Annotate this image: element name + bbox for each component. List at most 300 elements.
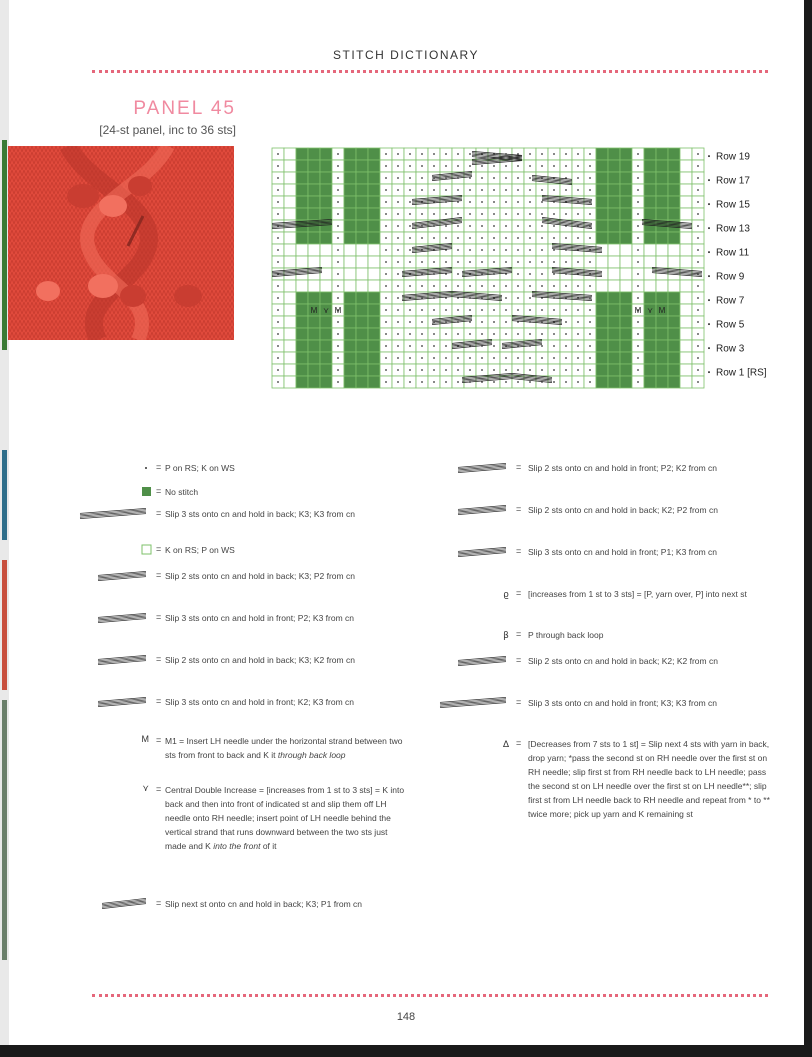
no-stitch-cell bbox=[656, 364, 668, 376]
purl-dot bbox=[445, 357, 447, 359]
chart-cell bbox=[320, 280, 332, 292]
no-stitch-cell bbox=[308, 184, 320, 196]
chart-cell bbox=[284, 340, 296, 352]
purl-dot bbox=[337, 165, 339, 167]
chart-cell bbox=[284, 172, 296, 184]
purl-dot bbox=[505, 225, 507, 227]
cable-3-1p-back-icon bbox=[72, 897, 152, 916]
no-stitch-cell bbox=[656, 340, 668, 352]
legend-description: P on RS; K on WS bbox=[165, 463, 235, 473]
page-header: STITCH DICTIONARY bbox=[333, 48, 479, 62]
chart-cell bbox=[284, 160, 296, 172]
equals-sign: = bbox=[156, 570, 162, 580]
purl-dot bbox=[469, 153, 471, 155]
svg-text:∆: ∆ bbox=[502, 740, 510, 750]
purl-dot bbox=[577, 189, 579, 191]
purl-dot bbox=[517, 237, 519, 239]
purl-dot bbox=[445, 213, 447, 215]
no-stitch-cell bbox=[620, 340, 632, 352]
chart-cell bbox=[644, 268, 656, 280]
no-stitch-cell bbox=[296, 364, 308, 376]
no-stitch-cell bbox=[620, 328, 632, 340]
purl-dot bbox=[577, 177, 579, 179]
purl-dot bbox=[397, 369, 399, 371]
purl-dot bbox=[565, 381, 567, 383]
equals-sign: = bbox=[156, 486, 162, 496]
purl-dot bbox=[409, 357, 411, 359]
legend-description: Slip 2 sts onto cn and hold in back; K3; K2 from cn bbox=[165, 655, 355, 665]
purl-dot bbox=[529, 201, 531, 203]
purl-dot bbox=[433, 381, 435, 383]
chart-cell bbox=[644, 280, 656, 292]
purl-dot bbox=[385, 213, 387, 215]
no-stitch-cell bbox=[620, 364, 632, 376]
no-stitch-cell bbox=[608, 160, 620, 172]
no-stitch-cell bbox=[644, 316, 656, 328]
chart-cell bbox=[368, 280, 380, 292]
no-stitch-cell bbox=[356, 328, 368, 340]
purl-dot bbox=[505, 213, 507, 215]
purl-dot bbox=[565, 237, 567, 239]
no-stitch-cell bbox=[356, 316, 368, 328]
chart-cell bbox=[284, 184, 296, 196]
chart-cell bbox=[656, 256, 668, 268]
purl-dot bbox=[433, 153, 435, 155]
purl-dot bbox=[553, 261, 555, 263]
no-stitch-cell bbox=[620, 220, 632, 232]
purl-dot bbox=[505, 333, 507, 335]
purl-dot bbox=[589, 369, 591, 371]
no-stitch-cell bbox=[656, 352, 668, 364]
purl-dot bbox=[469, 321, 471, 323]
cable-2-2-back-icon bbox=[432, 654, 512, 673]
cable-1p-3-front-icon bbox=[432, 545, 512, 564]
cable-2-2p-back-icon bbox=[432, 503, 512, 522]
purl-dot-icon bbox=[72, 461, 152, 480]
chart-cell bbox=[296, 280, 308, 292]
no-stitch-cell bbox=[608, 220, 620, 232]
purl-dot bbox=[433, 261, 435, 263]
purl-dot bbox=[457, 381, 459, 383]
chart-cell bbox=[680, 328, 692, 340]
no-stitch-cell bbox=[320, 292, 332, 304]
purl-dot bbox=[697, 333, 699, 335]
purl-dot bbox=[421, 345, 423, 347]
no-stitch-cell bbox=[368, 184, 380, 196]
purl-dot bbox=[337, 369, 339, 371]
purl-dot bbox=[493, 249, 495, 251]
no-stitch-cell bbox=[644, 172, 656, 184]
no-stitch-cell bbox=[608, 340, 620, 352]
legend-description: K on RS; P on WS bbox=[165, 545, 235, 555]
purl-dot bbox=[337, 345, 339, 347]
chart-cell bbox=[308, 244, 320, 256]
equals-sign: = bbox=[156, 696, 162, 706]
purl-dot bbox=[385, 333, 387, 335]
purl-dot bbox=[457, 249, 459, 251]
purl-dot bbox=[277, 153, 279, 155]
purl-dot bbox=[565, 309, 567, 311]
purl-dot bbox=[433, 333, 435, 335]
purl-dot bbox=[277, 285, 279, 287]
purl-dot bbox=[385, 189, 387, 191]
purl-dot bbox=[481, 285, 483, 287]
purl-dot bbox=[457, 213, 459, 215]
chart-cell bbox=[344, 268, 356, 280]
purl-dot bbox=[577, 357, 579, 359]
no-stitch-cell bbox=[296, 316, 308, 328]
purl-dot bbox=[529, 369, 531, 371]
no-stitch-cell bbox=[320, 316, 332, 328]
no-stitch-cell bbox=[608, 316, 620, 328]
chart-cell bbox=[368, 256, 380, 268]
no-stitch-cell bbox=[644, 352, 656, 364]
legend-description: Slip 3 sts onto cn and hold in front; P2; K3 from cn bbox=[165, 613, 354, 623]
no-stitch-cell bbox=[668, 292, 680, 304]
purl-dot bbox=[553, 381, 555, 383]
no-stitch-cell bbox=[620, 160, 632, 172]
purl-dot bbox=[541, 309, 543, 311]
purl-dot bbox=[277, 321, 279, 323]
chart-cell bbox=[656, 244, 668, 256]
purl-dot bbox=[481, 225, 483, 227]
no-stitch-cell bbox=[356, 220, 368, 232]
purl-dot bbox=[277, 369, 279, 371]
no-stitch-cell bbox=[344, 160, 356, 172]
purl-dot bbox=[493, 345, 495, 347]
purl-dot bbox=[577, 237, 579, 239]
chart-cell bbox=[680, 376, 692, 388]
no-stitch-cell bbox=[596, 196, 608, 208]
purl-dot bbox=[565, 285, 567, 287]
stitch-chart bbox=[268, 146, 768, 390]
no-stitch-cell bbox=[608, 376, 620, 388]
chart-cell bbox=[680, 160, 692, 172]
no-stitch-cell bbox=[596, 160, 608, 172]
purl-dot bbox=[277, 165, 279, 167]
chart-cell bbox=[620, 244, 632, 256]
no-stitch-cell bbox=[644, 184, 656, 196]
purl-dot bbox=[577, 309, 579, 311]
purl-dot bbox=[397, 225, 399, 227]
purl-dot bbox=[397, 333, 399, 335]
no-stitch-cell bbox=[296, 172, 308, 184]
chart-cell bbox=[284, 208, 296, 220]
purl-dot bbox=[433, 369, 435, 371]
purl-dot bbox=[433, 285, 435, 287]
purl-dot bbox=[481, 237, 483, 239]
no-stitch-cell bbox=[596, 232, 608, 244]
purl-dot bbox=[337, 285, 339, 287]
chart-cell bbox=[356, 244, 368, 256]
no-stitch-cell bbox=[644, 208, 656, 220]
purl-dot bbox=[493, 333, 495, 335]
purl-dot bbox=[493, 237, 495, 239]
chart-cell bbox=[284, 364, 296, 376]
purl-dot bbox=[409, 381, 411, 383]
purl-dot bbox=[385, 261, 387, 263]
no-stitch-cell bbox=[656, 148, 668, 160]
row-label: Row 7 bbox=[716, 295, 745, 307]
m1-letter: M bbox=[141, 734, 149, 744]
purl-dot bbox=[697, 309, 699, 311]
purl-dot bbox=[637, 249, 639, 251]
no-stitch-cell bbox=[344, 316, 356, 328]
purl-dot bbox=[421, 309, 423, 311]
purl-dot bbox=[337, 381, 339, 383]
purl-dot bbox=[541, 261, 543, 263]
purl-dot bbox=[637, 177, 639, 179]
purl-dot bbox=[421, 237, 423, 239]
purl-dot bbox=[277, 309, 279, 311]
purl-dot bbox=[385, 345, 387, 347]
purl-dot bbox=[457, 273, 459, 275]
purl-dot bbox=[445, 225, 447, 227]
purl-dot bbox=[541, 345, 543, 347]
purl-dot bbox=[541, 201, 543, 203]
no-stitch-cell bbox=[596, 376, 608, 388]
purl-dot bbox=[697, 345, 699, 347]
purl-dot bbox=[529, 237, 531, 239]
purl-dot bbox=[385, 369, 387, 371]
chart-cell bbox=[644, 244, 656, 256]
cable-3-3-front-icon bbox=[432, 696, 512, 715]
row-label: Row 3 bbox=[716, 343, 745, 355]
purl-dot bbox=[505, 321, 507, 323]
equals-sign: = bbox=[156, 544, 162, 554]
purl-dot bbox=[637, 321, 639, 323]
no-stitch-cell bbox=[668, 328, 680, 340]
no-stitch-cell bbox=[344, 184, 356, 196]
no-stitch-cell bbox=[296, 160, 308, 172]
chart-cell bbox=[620, 256, 632, 268]
purl-dot bbox=[517, 201, 519, 203]
no-stitch-cell bbox=[296, 328, 308, 340]
no-stitch-cell bbox=[308, 352, 320, 364]
chart-cell bbox=[284, 328, 296, 340]
legend-description: No stitch bbox=[165, 487, 199, 497]
purl-dot bbox=[565, 357, 567, 359]
purl-dot bbox=[445, 261, 447, 263]
no-stitch-cell bbox=[308, 376, 320, 388]
purl-dot bbox=[529, 381, 531, 383]
chart-cell bbox=[284, 376, 296, 388]
chart-cell bbox=[680, 232, 692, 244]
purl-dot bbox=[553, 309, 555, 311]
purl-dot bbox=[505, 297, 507, 299]
legend-description: [increases from 1 st to 3 sts] = [P, yarn over, P] into next st bbox=[528, 589, 747, 599]
no-stitch-cell bbox=[356, 148, 368, 160]
purl-dot bbox=[493, 357, 495, 359]
purl-dot bbox=[481, 165, 483, 167]
no-stitch-cell bbox=[344, 304, 356, 316]
no-stitch-cell bbox=[668, 160, 680, 172]
purl-dot bbox=[529, 189, 531, 191]
purl-dot bbox=[481, 189, 483, 191]
purl-dot bbox=[433, 189, 435, 191]
equals-sign: = bbox=[516, 588, 522, 598]
purl-dot bbox=[541, 285, 543, 287]
no-stitch-cell bbox=[596, 352, 608, 364]
purl-dot bbox=[469, 189, 471, 191]
purl-dot bbox=[577, 165, 579, 167]
purl-dot bbox=[577, 213, 579, 215]
equals-sign: = bbox=[156, 612, 162, 622]
no-stitch-cell bbox=[356, 160, 368, 172]
panel-title: PANEL 45 bbox=[133, 98, 236, 119]
equals-sign: = bbox=[156, 462, 162, 472]
purl-dot bbox=[517, 369, 519, 371]
legend-description: Slip 2 sts onto cn and hold in back; K3; P2 from cn bbox=[165, 571, 355, 581]
purl-dot bbox=[553, 357, 555, 359]
no-stitch-cell bbox=[296, 196, 308, 208]
no-stitch-cell bbox=[320, 160, 332, 172]
purl-dot bbox=[397, 345, 399, 347]
chart-cell bbox=[680, 352, 692, 364]
chart-cell bbox=[680, 280, 692, 292]
purl-dot bbox=[445, 345, 447, 347]
purl-dot bbox=[553, 213, 555, 215]
no-stitch-cell bbox=[368, 172, 380, 184]
purl-dot bbox=[529, 309, 531, 311]
no-stitch-cell bbox=[308, 208, 320, 220]
purl-dot bbox=[445, 369, 447, 371]
purl-dot bbox=[493, 261, 495, 263]
purl-dot bbox=[637, 153, 639, 155]
chart-cell bbox=[284, 352, 296, 364]
purl-dot bbox=[337, 297, 339, 299]
no-stitch-cell bbox=[308, 232, 320, 244]
purl-dot bbox=[541, 273, 543, 275]
no-stitch-cell bbox=[668, 340, 680, 352]
purl-dot bbox=[469, 285, 471, 287]
no-stitch-cell bbox=[668, 304, 680, 316]
purl-dot bbox=[385, 309, 387, 311]
no-stitch-cell bbox=[308, 364, 320, 376]
purl-dot bbox=[505, 285, 507, 287]
chart-cell bbox=[668, 256, 680, 268]
no-stitch-cell bbox=[620, 292, 632, 304]
panel-subtitle: [24-st panel, inc to 36 sts] bbox=[99, 123, 236, 137]
purl-dot bbox=[457, 165, 459, 167]
legend-description: Slip 3 sts onto cn and hold in back; K3; K3 from cn bbox=[165, 509, 355, 519]
purl-dot bbox=[457, 285, 459, 287]
no-stitch-cell bbox=[344, 376, 356, 388]
purl-dot bbox=[397, 321, 399, 323]
purl-dot bbox=[337, 261, 339, 263]
no-stitch-cell bbox=[308, 316, 320, 328]
purl-dot bbox=[565, 153, 567, 155]
chart-cell bbox=[680, 172, 692, 184]
purl-dot bbox=[517, 225, 519, 227]
no-stitch-cell bbox=[368, 328, 380, 340]
cable-3-2-front-icon bbox=[72, 695, 152, 714]
purl-dot bbox=[505, 357, 507, 359]
purl-dot bbox=[529, 297, 531, 299]
no-stitch-cell bbox=[644, 160, 656, 172]
row-label: Row 15 bbox=[716, 199, 750, 211]
purl-dot bbox=[409, 237, 411, 239]
no-stitch-cell bbox=[356, 184, 368, 196]
purl-dot bbox=[397, 297, 399, 299]
row-label: Row 17 bbox=[716, 175, 750, 187]
no-stitch-cell bbox=[368, 148, 380, 160]
purl-dot bbox=[421, 261, 423, 263]
no-stitch-cell bbox=[608, 328, 620, 340]
purl-dot bbox=[529, 249, 531, 251]
no-stitch-cell bbox=[620, 304, 632, 316]
purl-dot bbox=[637, 357, 639, 359]
row-label: Row 9 bbox=[716, 271, 745, 283]
purl-dot bbox=[697, 201, 699, 203]
no-stitch-cell bbox=[656, 292, 668, 304]
chart-cell bbox=[356, 280, 368, 292]
purl-dot bbox=[529, 273, 531, 275]
no-stitch-cell bbox=[296, 184, 308, 196]
no-stitch-cell bbox=[356, 304, 368, 316]
purl-dot bbox=[697, 381, 699, 383]
purl-dot bbox=[457, 261, 459, 263]
no-stitch-cell bbox=[656, 376, 668, 388]
purl-dot bbox=[553, 225, 555, 227]
purl-dot bbox=[337, 321, 339, 323]
equals-sign: = bbox=[516, 697, 522, 707]
no-stitch-cell bbox=[644, 196, 656, 208]
row-label-dot bbox=[708, 323, 710, 325]
purl-dot bbox=[493, 213, 495, 215]
purl-dot bbox=[505, 189, 507, 191]
purl-dot bbox=[493, 285, 495, 287]
chart-cell bbox=[320, 244, 332, 256]
chart-cell bbox=[620, 268, 632, 280]
purl-dot bbox=[385, 321, 387, 323]
purl-dot bbox=[637, 297, 639, 299]
no-stitch-cell bbox=[668, 376, 680, 388]
purl-dot bbox=[565, 345, 567, 347]
no-stitch-cell bbox=[368, 364, 380, 376]
purl-dot bbox=[397, 357, 399, 359]
cable-3-2p-back-icon bbox=[72, 569, 152, 588]
chart-cell bbox=[284, 196, 296, 208]
purl-dot bbox=[277, 357, 279, 359]
no-stitch-cell bbox=[668, 184, 680, 196]
purl-dot bbox=[637, 261, 639, 263]
purl-dot bbox=[385, 381, 387, 383]
no-stitch-cell bbox=[344, 292, 356, 304]
purl-dot bbox=[457, 237, 459, 239]
purl-dot bbox=[421, 333, 423, 335]
equals-sign: = bbox=[516, 504, 522, 514]
purl-dot bbox=[277, 189, 279, 191]
purl-dot bbox=[409, 345, 411, 347]
equals-sign: = bbox=[156, 508, 162, 518]
no-stitch-cell bbox=[596, 220, 608, 232]
no-stitch-cell bbox=[596, 208, 608, 220]
purl-dot bbox=[433, 309, 435, 311]
purl-dot bbox=[517, 249, 519, 251]
purl-dot bbox=[577, 285, 579, 287]
row-label-dot bbox=[708, 155, 710, 157]
no-stitch-cell bbox=[296, 232, 308, 244]
chart-cell bbox=[644, 256, 656, 268]
purl-dot bbox=[517, 297, 519, 299]
purl-dot bbox=[397, 261, 399, 263]
purl-dot bbox=[409, 201, 411, 203]
purl-dot bbox=[577, 381, 579, 383]
purl-dot bbox=[433, 345, 435, 347]
equals-sign: = bbox=[156, 654, 162, 664]
purl-dot bbox=[409, 249, 411, 251]
